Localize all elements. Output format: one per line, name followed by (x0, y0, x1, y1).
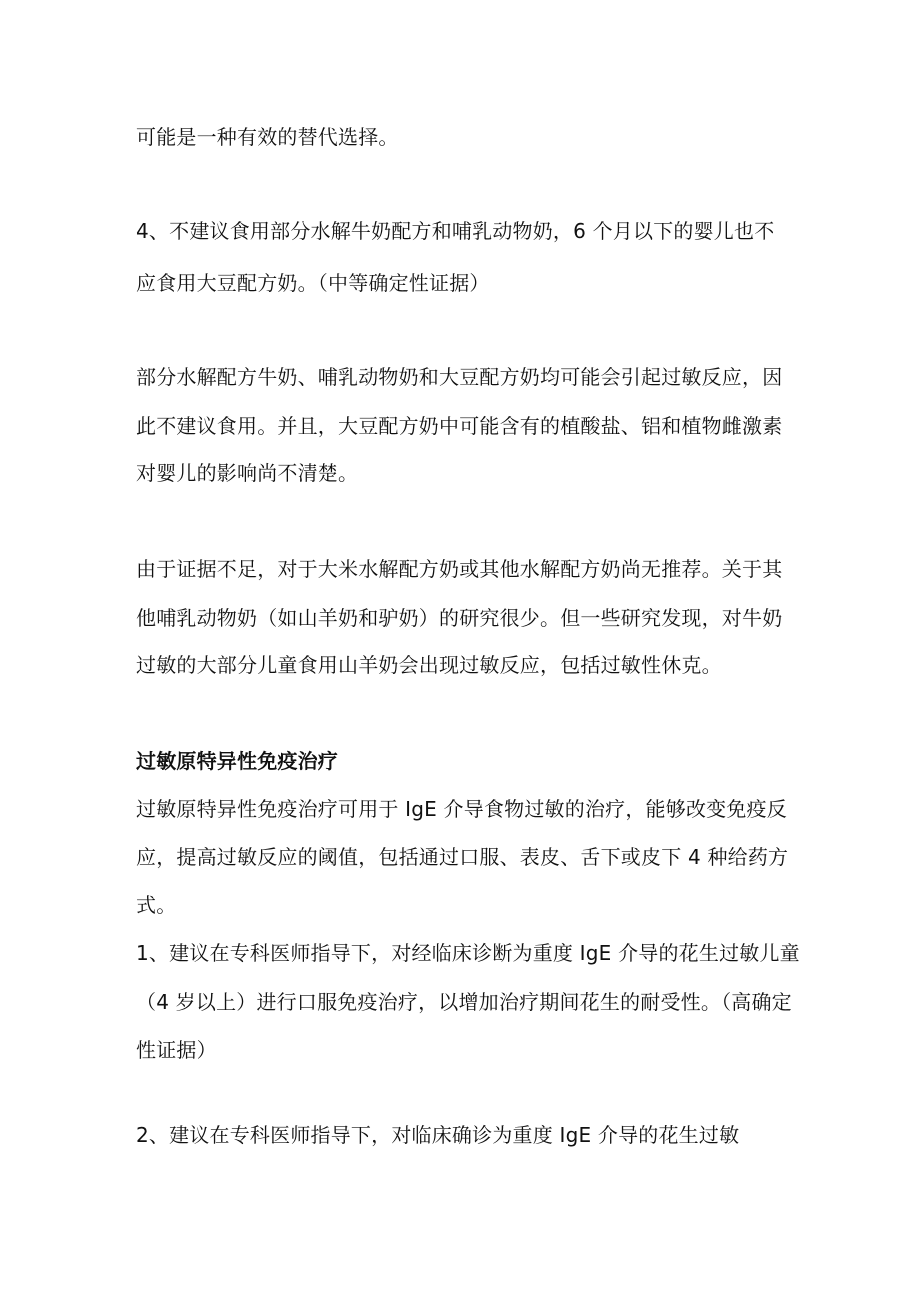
paragraph-1-line-1: 可能是一种有效的替代选择。 (136, 125, 399, 149)
paragraph-4-line-1: 由于证据不足，对于大米水解配方奶或其他水解配方奶尚无推荐。关于其 (136, 557, 783, 581)
paragraph-4-line-3: 过敏的大部分儿童食用山羊奶会出现过敏反应，包括过敏性休克。 (136, 653, 722, 677)
paragraph-3-line-1: 部分水解配方牛奶、哺乳动物奶和大豆配方奶均可能会引起过敏反应，因 (136, 365, 783, 389)
section-heading: 过敏原特异性免疫治疗 (136, 749, 338, 773)
paragraph-5-line-1: 过敏原特异性免疫治疗可用于 IgE 介导食物过敏的治疗，能够改变免疫反 (136, 797, 787, 821)
paragraph-3-line-3: 对婴儿的影响尚不清楚。 (136, 461, 359, 485)
paragraph-7-line-1: 2、建议在专科医师指导下，对临床确诊为重度 IgE 介导的花生过敏 (136, 1123, 740, 1147)
paragraph-3-line-2: 此不建议食用。并且，大豆配方奶中可能含有的植酸盐、铝和植物雌激素 (136, 414, 783, 438)
paragraph-6-line-3: 性证据） (136, 1038, 217, 1062)
paragraph-4-line-2: 他哺乳动物奶（如山羊奶和驴奶）的研究很少。但一些研究发现，对牛奶 (136, 606, 783, 630)
paragraph-6-line-2: （4 岁以上）进行口服免疫治疗，以增加治疗期间花生的耐受性。（高确定 (136, 990, 792, 1014)
paragraph-5-line-2: 应，提高过敏反应的阈值，包括通过口服、表皮、舌下或皮下 4 种给药方 (136, 845, 789, 869)
paragraph-6-line-1: 1、建议在专科医师指导下，对经临床诊断为重度 IgE 介导的花生过敏儿童 (136, 941, 800, 965)
paragraph-5-line-3: 式。 (136, 893, 177, 917)
paragraph-2-line-2: 应食用大豆配方奶。（中等确定性证据） (136, 271, 490, 295)
paragraph-2-line-1: 4、不建议食用部分水解牛奶配方和哺乳动物奶，6 个月以下的婴儿也不 (136, 219, 775, 243)
